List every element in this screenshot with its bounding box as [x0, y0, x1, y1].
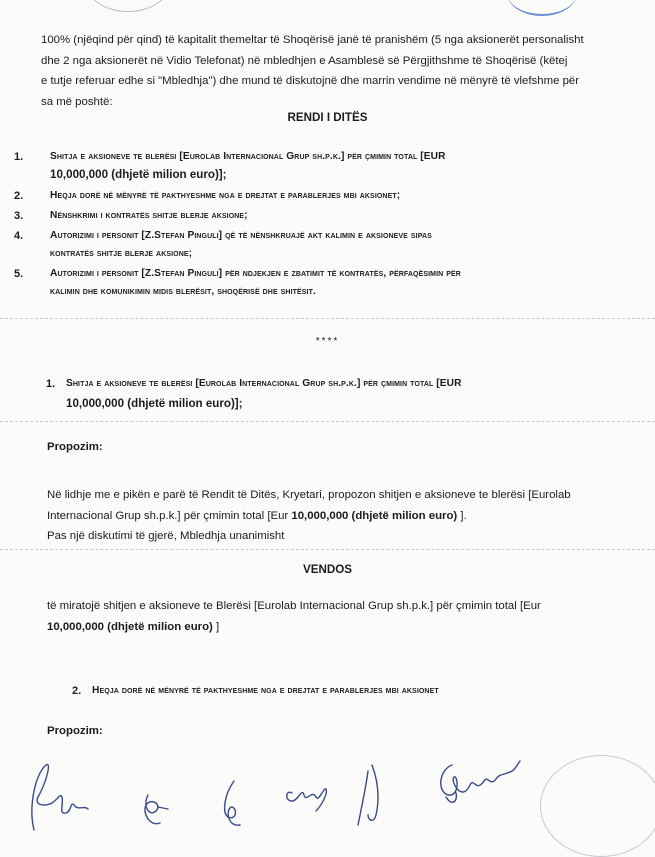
- agenda-item: [14, 207, 614, 225]
- agenda-list: [14, 148, 614, 303]
- section-2-heading: [72, 681, 632, 701]
- intro-line: e tutje referuar edhe si "Mbledhja") dhe mund të diskutojnë dhe marrin vendime në mënyrë të vlefshme për: [41, 75, 580, 87]
- section-number: 2.: [72, 685, 82, 697]
- proposal-line: Internacional Grup sh.p.k.] për çmimin total [Eur: [47, 509, 292, 522]
- agenda-item-text: kontratës shitje blerje aksione;: [50, 248, 193, 259]
- agenda-item: [14, 227, 614, 263]
- agenda-item-number: 3.: [14, 210, 24, 222]
- signature-3: [225, 781, 240, 825]
- proposal-line: Pas një diskutimi të gjerë, Mbledhja unanimisht: [47, 530, 285, 542]
- agenda-item: [14, 187, 614, 205]
- section-1-heading: [46, 374, 606, 415]
- agenda-item-number: 1.: [14, 151, 24, 163]
- section-heading-text: Heqja dorë në mënyrë të pakthyeshme nga e drejtat e parablerjes mbi aksionet: [92, 685, 439, 696]
- agenda-item-text: kalimin dhe komunikimin midis blerësit, shoqërisë dhe shitësit.: [50, 286, 316, 297]
- decision-paragraph: [47, 596, 607, 637]
- agenda-item-text: 10,000,000 (dhjetë milion euro)];: [50, 168, 227, 181]
- intro-paragraph: [41, 30, 601, 112]
- decision-title: VENDOS: [303, 563, 352, 576]
- agenda-item-number: 2.: [14, 190, 24, 202]
- agenda-item: [14, 265, 614, 301]
- stamp-fragment-top-right: [507, 0, 577, 16]
- agenda-item-number: 4.: [14, 230, 24, 242]
- signature-2: [145, 795, 168, 824]
- agenda-item: [14, 148, 614, 185]
- agenda-item-text: Shitja e aksioneve te blerësi [Eurolab Internacional Grup sh.p.k.] për çmimin total [EUR: [50, 151, 446, 162]
- agenda-item-text: Autorizimi i personit [Z.Stefan Pinguli] që të nënshkruajë akt kalimin e aksioneve sipas: [50, 230, 432, 241]
- intro-line: sa më poshtë:: [41, 95, 113, 108]
- section-number: 1.: [46, 378, 56, 390]
- proposal-amount: 10,000,000 (dhjetë milion euro): [291, 509, 458, 522]
- proposal-label-2: Propozim:: [47, 725, 103, 737]
- agenda-item-text: Autorizimi i personit [Z.Stefan Pinguli] për ndjekjen e zbatimit të kontratës, përfaqësimin për: [50, 268, 461, 279]
- proposal-line: ].: [457, 509, 467, 522]
- signature-5: [358, 765, 378, 825]
- proposal-line: Në lidhje me e pikën e parë të Rendit të Ditës, Kryetari, propozon shitjen e aksioneve te blerësi [Eurolab: [47, 489, 571, 501]
- page-divider: [0, 549, 655, 550]
- signature-1: [32, 765, 88, 830]
- section-heading-text: Shitja e aksioneve te blerësi [Eurolab Internacional Grup sh.p.k.] për çmimin total [EUR: [66, 378, 462, 389]
- stamp-fragment-top: [88, 0, 168, 12]
- decision-line: të miratojë shitjen e aksioneve te Blerësi [Eurolab Internacional Grup sh.p.k.] për çmimin total [Eur: [47, 600, 541, 612]
- agenda-title: RENDI I DITËS: [287, 111, 368, 124]
- page-divider: [0, 318, 655, 319]
- intro-line: 100% (njëqind për qind) të kapitalit themeltar të Shoqërisë janë të pranishëm (5 nga aksionerët personalisht: [41, 34, 584, 46]
- page-divider: [0, 421, 655, 422]
- intro-line: dhe 2 nga aksionerët në Vidio Telefonat) në mbledhjen e Asamblesë së Përgjithshme të Shoqërisë (këtej: [41, 54, 568, 67]
- stamp-seal: [540, 755, 655, 857]
- agenda-item-text: Heqja dorë në mënyrë të pakthyeshme nga e drejtat e parablerjes mbi aksionet;: [50, 190, 401, 201]
- decision-line: ]: [212, 620, 220, 633]
- section-separator: ****: [315, 336, 340, 347]
- agenda-item-text: Nënshkrimi i kontratës shitje blerje aksione;: [50, 210, 248, 221]
- proposal-label: Propozim:: [47, 441, 103, 453]
- section-heading-text: 10,000,000 (dhjetë milion euro)];: [66, 397, 243, 410]
- proposal-paragraph: [47, 485, 607, 547]
- agenda-item-number: 5.: [14, 268, 24, 280]
- signature-4: [287, 789, 327, 811]
- decision-amount: 10,000,000 (dhjetë milion euro): [47, 620, 213, 633]
- signature-6: [441, 761, 520, 802]
